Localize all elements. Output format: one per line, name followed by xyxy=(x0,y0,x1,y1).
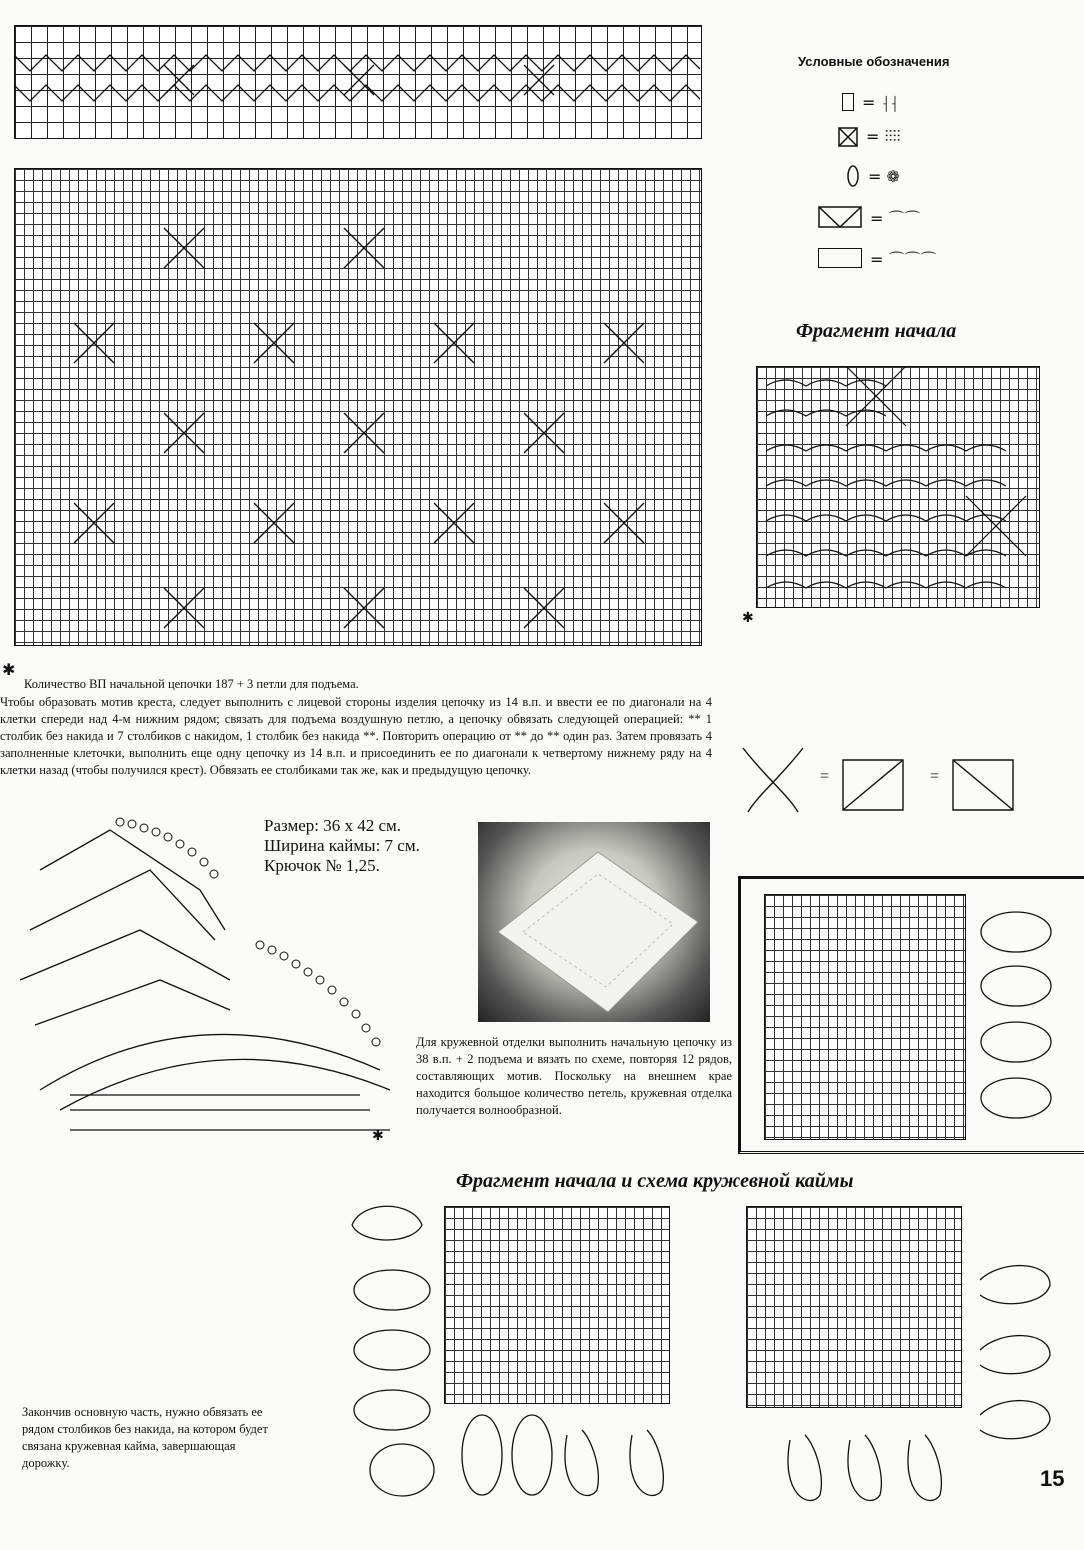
legend-item: = ⫶⫶⫶⫶ xyxy=(818,118,937,156)
pillow-photo xyxy=(478,822,710,1022)
empty-rect-icon xyxy=(818,248,862,268)
size-info xyxy=(264,816,420,876)
legend-item: = ⌒⌒⌒ xyxy=(818,238,937,278)
legend xyxy=(818,86,937,278)
equals-sign-1: = xyxy=(820,768,830,785)
page-number: 15 xyxy=(1040,1466,1065,1491)
lace-chart-loops xyxy=(966,894,1076,1144)
finish-text: Закончив основную часть, нужно обвязать ее рядом столбиков без накида, на котором будет связана кружевная кайма, завершающая дорожку. xyxy=(22,1405,268,1470)
legend-title: Условные обозначения xyxy=(798,54,950,69)
main-chart-motifs xyxy=(14,168,700,644)
start-fragment-arcs xyxy=(756,366,1038,606)
pillow-lace-illustration xyxy=(478,822,710,1022)
cross-motif-text: Чтобы образовать мотив креста, следует выполнить с лицевой стороны изделия цепочку из 14 в.п. и ввести ее по диагонали на 4 клетки спереди над 4-м нижним рядом; связать для подъема воздушную петлю, а цепочку обвязать следующей операцией: ** 1 столбик без накида и 7 столбиков с накидом, 1 столбик без накида **. Повторить операцию от ** до ** один раз. Затем провязать 4 заполненные клеточки, выполнить еще одну цепочку из 14 в.п. и присоединить ее по диагонали к четвертому нижнему ряду на 4 клетки назад (чтобы получился крест). Обвязать ее столбиками так же, как и предыдущую цепочку. xyxy=(0,695,712,777)
bottom-right-loops xyxy=(750,1240,1070,1520)
fan-star-marker: ✱ xyxy=(372,1129,384,1144)
bottom-left-loops xyxy=(332,1190,692,1520)
open-square-icon xyxy=(842,93,854,111)
start-fragment-heading: Фрагмент начала xyxy=(796,320,957,342)
crossed-square-icon xyxy=(838,127,858,147)
v-square-icon xyxy=(818,206,862,228)
legend-item: = ⌒⌒ xyxy=(818,196,937,238)
oval-icon xyxy=(846,164,860,188)
size-border-width: Ширина каймы: 7 см. xyxy=(264,836,420,855)
cross-diagram xyxy=(728,740,1028,820)
size-hook: Крючок № 1,25. xyxy=(264,856,380,875)
star-marker: ✱ xyxy=(2,662,16,679)
border-fragment-heading: Фрагмент начала и схема кружевной каймы xyxy=(456,1170,854,1192)
chain-count-text: Количество ВП начальной цепочки 187 + 3 петли для подъема. xyxy=(24,677,359,691)
size-dimensions: Размер: 36 х 42 см. xyxy=(264,816,402,835)
legend-item: = ⸡⸡ xyxy=(818,86,937,118)
lace-text: Для кружевной отделки выполнить начальную цепочку из 38 в.п. + 2 подъема и вязать по схеме, повторяя 12 рядов, составляющих мотив. Поскольку на внешнем крае находится большое количество петель, кружевная отделка получается волнообразной. xyxy=(416,1035,732,1117)
equals-sign-2: = xyxy=(930,768,940,785)
start-star-marker: ✱ xyxy=(742,611,754,626)
lace-chart-grid xyxy=(764,894,966,1140)
top-border-motifs xyxy=(14,25,700,137)
legend-item: = ❁ xyxy=(818,156,937,196)
